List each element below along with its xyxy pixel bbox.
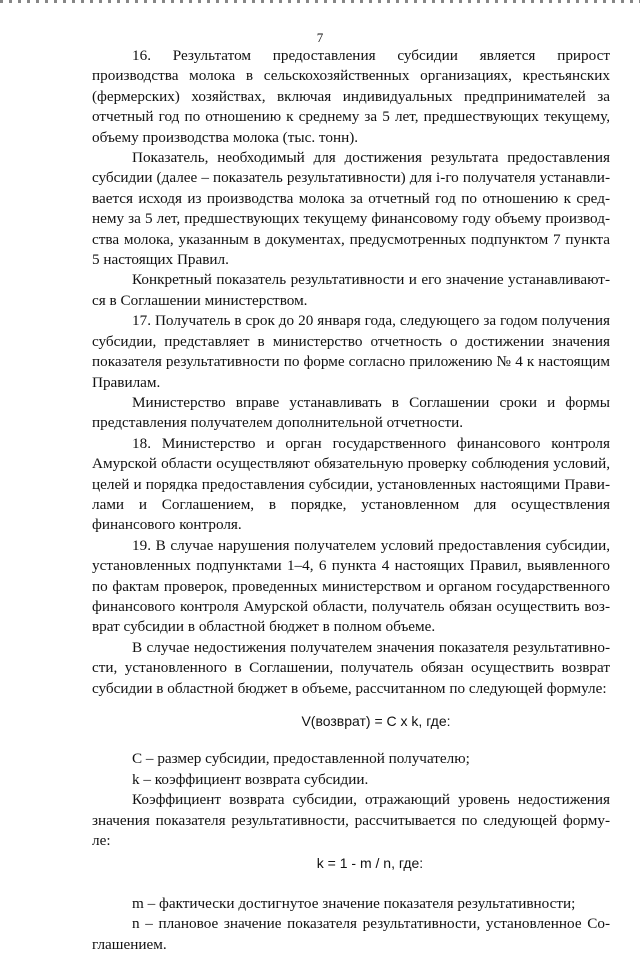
paragraph-coefficient: Коэффициент возврата субсидии, отражающий уровень недостижения значения показателя результативности, рассчитывается по следующей формуле: xyxy=(92,791,610,850)
paragraph-18: 18. Министерство и орган государственного финансового контроля Амурской области осуществляют обязательную проверку соблюдения условий, целей и порядка предоставления субсидии, установленных настоящими Правилами и Соглашением, в порядке, установленном для осуществления финансового контроля. xyxy=(92,434,610,534)
definition-m: m – фактически достигнутое значение показателя результативности; xyxy=(132,894,576,912)
paragraph-shortfall: В случае недостижения получателем значения показателя результативности, установленного в Соглашении, получатель обязан осуществить возврат субсидии в областной бюджет в объеме, рассчитанном по следующей формуле: xyxy=(92,638,610,697)
paragraph-19: 19. В случае нарушения получателем условий предоставления субсидии, установленных подпунктами 1–4, 6 пункта 4 настоящих Правил, выявленного по фактам проверок, проведенных министерством и органом государственного финансового контроля Амурской области, получатель обязан осуществить возврат субсидии в областной бюджет в полном объеме. xyxy=(92,536,610,636)
definition-k: k – коэффициент возврата субсидии. xyxy=(132,770,369,788)
scan-edge-artifact xyxy=(0,0,640,3)
document-body xyxy=(92,46,610,955)
paragraph-concrete-indicator: Конкретный показатель результативности и его значение устанавливаются в Соглашении министерством. xyxy=(92,271,610,309)
paragraph-additional-reporting: Министерство вправе устанавливать в Соглашении сроки и формы представления получателем дополнительной отчетности. xyxy=(92,393,610,432)
paragraph-17: 17. Получатель в срок до 20 января года, следующего за годом получения субсидии, представляет в министерство отчетность о достижении значения показателя результативности по форме согласно приложению № 4 к настоящим Правилам. xyxy=(92,312,610,391)
definitions-coefficient xyxy=(92,894,610,955)
definition-n: n – плановое значение показателя результативности, установленное Соглашением. xyxy=(92,915,610,953)
definitions-refund xyxy=(92,749,610,790)
paragraph-16: 16. Результатом предоставления субсидии является прирост производства молока в сельскохозяйственных организациях, крестьянских (фермерских) хозяйствах, включая индивидуальных предпринимателей за отчетный год по отношению к среднему за 5 лет, предшествующих текущему, объему производства молока (тыс. тонн). xyxy=(92,47,610,146)
definition-c: C – размер субсидии, предоставленной получателю; xyxy=(132,750,470,768)
formula-refund: V(возврат) = C x k, где: xyxy=(301,713,451,729)
paragraph-indicator: Показатель, необходимый для достижения результата предоставления субсидии (далее – показатель результативности) для i-го получателя устанавливается исходя из производства молока за отчетный год по отношению к среднему за 5 лет, предшествующих текущему финансовому году объему производства молока, указанным в документах, предусмотренных подпунктом 7 пункта 5 настоящих Правил. xyxy=(92,149,610,269)
formula-coefficient: k = 1 - m / n, где: xyxy=(316,855,424,872)
page-number: 7 xyxy=(316,30,324,45)
